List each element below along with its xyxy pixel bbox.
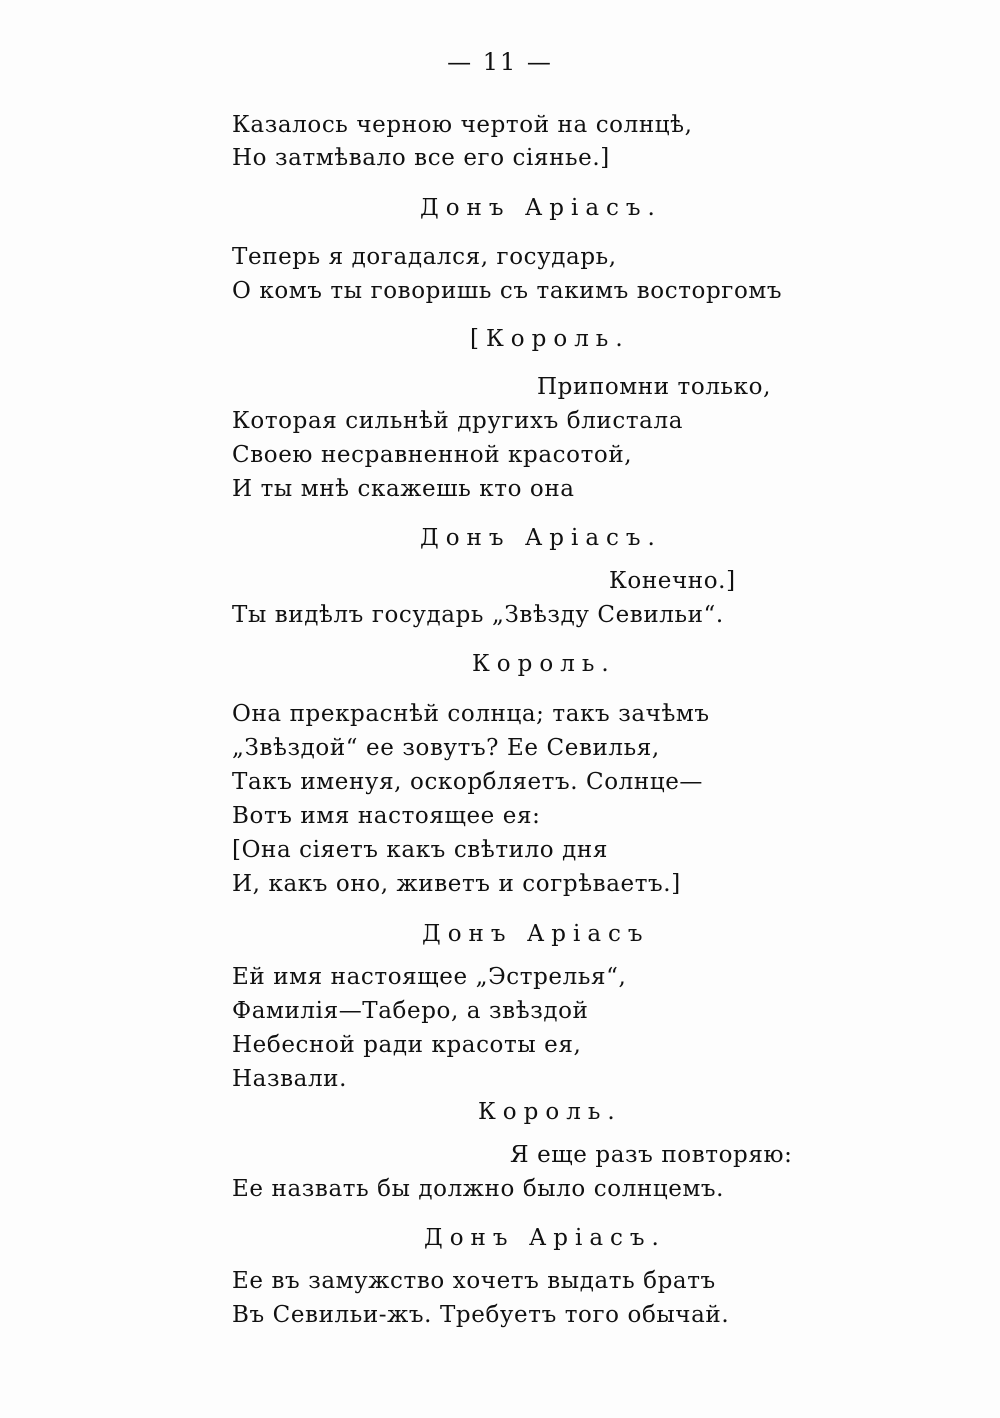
speaker-king: Король. — [472, 651, 616, 677]
speaker-don-arias: Донъ Арiасъ — [422, 921, 650, 947]
verse-line: Вотъ имя настоящее ея: — [232, 803, 541, 829]
verse-line: Небесной ради красоты ея, — [232, 1032, 582, 1058]
verse-line: Которая сильнѣй другихъ блистала — [232, 408, 683, 434]
speaker-don-arias: Донъ Арiасъ. — [424, 1225, 666, 1251]
speaker-king: [Король. — [470, 326, 630, 352]
verse-line: Я еще разъ повторяю: — [510, 1142, 793, 1168]
speaker-don-arias: Донъ Арiасъ. — [420, 195, 662, 221]
speaker-don-arias: Донъ Арiасъ. — [420, 525, 662, 551]
verse-line: Но затмѣвало все его сіянье.] — [232, 145, 610, 171]
verse-line: Фамилія—Таберо, а звѣздой — [232, 998, 589, 1024]
verse-line: „Звѣздой“ ее зовутъ? Ее Севилья, — [232, 735, 660, 761]
verse-line: Въ Севильи-жъ. Требуетъ того обычай. — [232, 1302, 730, 1328]
verse-line: Припомни только, — [537, 374, 771, 400]
verse-line: Ей имя настоящее „Эстрелья“, — [232, 964, 627, 990]
verse-line: Такъ именуя, оскорбляетъ. Солнце— — [232, 769, 704, 795]
verse-line: Теперь я догадался, государь, — [232, 244, 617, 270]
verse-line: О комъ ты говоришь съ такимъ восторгомъ — [232, 278, 783, 304]
verse-line: Ее въ замужство хочетъ выдать братъ — [232, 1268, 716, 1294]
verse-line: Она прекраснѣй солнца; такъ зачѣмъ — [232, 701, 710, 727]
verse-line: [Она сіяетъ какъ свѣтило дня — [232, 837, 608, 863]
verse-line: Ее назвать бы должно было солнцемъ. — [232, 1176, 725, 1202]
verse-line: Казалось черною чертой на солнцѣ, — [232, 112, 693, 138]
verse-line: И, какъ оно, живетъ и согрѣваетъ.] — [232, 871, 681, 897]
verse-line: Назвали. — [232, 1066, 348, 1092]
verse-line: Своею несравненной красотой, — [232, 442, 633, 468]
verse-line: И ты мнѣ скажешь кто она — [232, 476, 575, 502]
speaker-king: Король. — [478, 1099, 622, 1125]
page-number: — 11 — — [447, 48, 553, 76]
verse-line: Ты видѣлъ государь „Звѣзду Севильи“. — [232, 602, 724, 628]
verse-line: Конечно.] — [609, 568, 736, 594]
